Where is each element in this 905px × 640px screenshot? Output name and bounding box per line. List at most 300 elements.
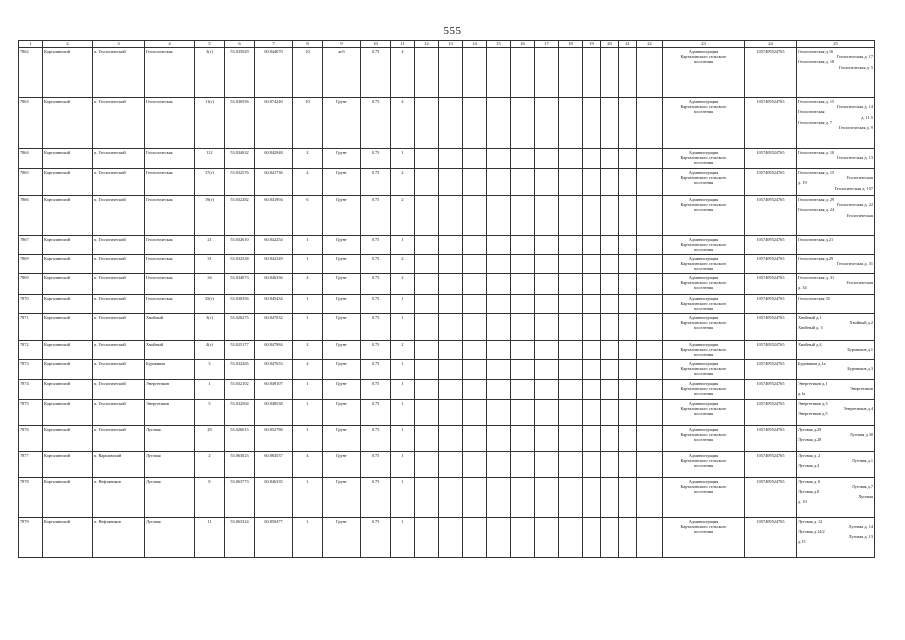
empty-cell: [535, 399, 559, 425]
row-id-cell: 7876: [19, 425, 43, 451]
empty-cell: [601, 274, 619, 295]
empty-cell: [415, 48, 439, 98]
quantity-cell: 4: [391, 98, 415, 149]
quantity-cell: 2: [391, 196, 415, 236]
owner-line: Администрация: [688, 99, 719, 104]
settlement-cell: п. Геологический: [93, 399, 145, 425]
empty-cell: [487, 255, 511, 274]
volume-cell: 0.75: [361, 255, 391, 274]
settlement-cell: п. Геологический: [93, 340, 145, 359]
empty-cell: [619, 196, 637, 236]
district-cell: Карталинский: [43, 274, 93, 295]
table-row: [19, 236, 875, 255]
district-cell: Карталинский: [43, 399, 93, 425]
row-id-cell: 7862: [19, 48, 43, 98]
served-address-line: Геологическая д. 5: [838, 64, 873, 70]
served-address-line: Буровиков д.3: [847, 365, 873, 371]
surface-cell: Грунт: [323, 295, 361, 314]
table-row: [19, 274, 875, 295]
empty-cell: [463, 379, 487, 399]
column-number-cell: 16: [511, 41, 535, 48]
served-address-line: Энергетиков д.3: [798, 400, 828, 406]
column-number-cell: 8: [293, 41, 323, 48]
served-address-line: Луговая д. 13: [848, 534, 873, 540]
empty-cell: [511, 451, 535, 477]
owner-cell: [663, 313, 745, 340]
settlement-cell: п. Геологический: [93, 274, 145, 295]
owner-line: Карталинского сельского: [680, 175, 727, 181]
longitude-cell: 60.841894: [255, 196, 293, 236]
served-addresses-cell: [797, 295, 875, 314]
ogrn-cell: 1057409524765: [745, 477, 797, 517]
owner-line: поселения: [693, 391, 714, 397]
empty-cell: [601, 169, 619, 196]
longitude-cell: 60.844670: [255, 48, 293, 98]
empty-cell: [535, 379, 559, 399]
empty-cell: [511, 149, 535, 169]
empty-cell: [415, 169, 439, 196]
served-address-line: Энергетиков д.4: [843, 405, 873, 411]
owner-line: Карталинского сельского: [680, 346, 727, 352]
volume-cell: 0.75: [361, 451, 391, 477]
latitude-cell: 53.063773: [225, 477, 255, 517]
empty-cell: [583, 451, 601, 477]
row-id-cell: 7866: [19, 196, 43, 236]
empty-cell: [439, 149, 463, 169]
owner-cell: [663, 379, 745, 399]
owner-line: поселения: [693, 207, 714, 213]
district-cell: Карталинский: [43, 149, 93, 169]
empty-cell: [487, 359, 511, 379]
empty-cell: [415, 379, 439, 399]
served-addresses-cell: [797, 517, 875, 557]
ogrn-cell: 1057409524765: [745, 517, 797, 557]
served-address-line: Геологическая д. 7: [798, 119, 833, 125]
empty-cell: [601, 399, 619, 425]
served-addresses-cell: [797, 236, 875, 255]
column-number-cell: 10: [361, 41, 391, 48]
house-cell: 4(г): [195, 340, 225, 359]
surface-cell: Грунт: [323, 169, 361, 196]
latitude-cell: 53.032265: [225, 359, 255, 379]
owner-cell: [663, 477, 745, 517]
empty-cell: [463, 274, 487, 295]
register-table-container: [18, 40, 873, 560]
served-address-line: Энергетиков: [849, 385, 873, 391]
surface-cell: Грунт: [323, 340, 361, 359]
ogrn-cell: 1057409524765: [745, 451, 797, 477]
empty-cell: [601, 196, 619, 236]
surface-cell: Грунт: [323, 236, 361, 255]
owner-line: поселения: [693, 59, 714, 65]
street-cell: Буровиков: [145, 359, 195, 379]
volume-cell: 0.75: [361, 169, 391, 196]
volume-cell: 0.75: [361, 149, 391, 169]
settlement-cell: п. Геологический: [93, 379, 145, 399]
latitude-cell: 53.026275: [225, 313, 255, 340]
empty-cell: [601, 359, 619, 379]
street-cell: Луговая: [145, 451, 195, 477]
row-id-cell: 7874: [19, 379, 43, 399]
owner-line: поселения: [693, 371, 714, 377]
empty-cell: [559, 196, 583, 236]
served-address-line: Геологическая д. 15: [798, 170, 835, 175]
owner-line: Администрация: [688, 518, 719, 524]
empty-cell: [415, 517, 439, 557]
served-address-line: Геологическая д. 10: [798, 150, 835, 155]
table-row: [19, 255, 875, 274]
quantity-cell: 2: [391, 274, 415, 295]
empty-cell: [583, 196, 601, 236]
empty-cell: [535, 236, 559, 255]
empty-cell: [463, 477, 487, 517]
container-count-cell: 2: [293, 340, 323, 359]
empty-cell: [535, 451, 559, 477]
empty-cell: [559, 517, 583, 557]
column-number-cell: 13: [439, 41, 463, 48]
served-address-line: Геологическая д. 14: [836, 104, 873, 110]
owner-line: Администрация: [688, 426, 719, 432]
empty-cell: [637, 274, 663, 295]
column-number-cell: 7: [255, 41, 293, 48]
latitude-cell: 53.034632: [225, 149, 255, 169]
served-address-line: Геологическая д. 29: [798, 197, 835, 202]
quantity-cell: 1: [391, 425, 415, 451]
column-number-cell: 11: [391, 41, 415, 48]
settlement-cell: п. Геологический: [93, 236, 145, 255]
house-cell: 34: [195, 274, 225, 295]
owner-line: Администрация: [688, 380, 719, 386]
empty-cell: [463, 340, 487, 359]
served-address-line: Луговая д.7: [851, 483, 873, 489]
empty-cell: [463, 399, 487, 425]
empty-cell: [511, 477, 535, 517]
column-number-cell: 24: [745, 41, 797, 48]
served-address-line: Геологическая д.21: [798, 237, 834, 242]
empty-cell: [535, 149, 559, 169]
street-cell: Геологическая: [145, 169, 195, 196]
ogrn-cell: 1057409524765: [745, 169, 797, 196]
empty-cell: [463, 169, 487, 196]
ogrn-cell: 1057409524765: [745, 379, 797, 399]
empty-cell: [439, 477, 463, 517]
row-id-cell: 7871: [19, 313, 43, 340]
ogrn-cell: 1057409524765: [745, 255, 797, 274]
street-cell: Геологическая: [145, 255, 195, 274]
empty-cell: [559, 313, 583, 340]
empty-cell: [439, 340, 463, 359]
empty-cell: [463, 196, 487, 236]
owner-line: поселения: [693, 266, 714, 272]
empty-cell: [487, 340, 511, 359]
served-addresses-cell: [797, 48, 875, 98]
empty-cell: [415, 98, 439, 149]
empty-cell: [637, 98, 663, 149]
empty-cell: [601, 98, 619, 149]
settlement-cell: п. Геологический: [93, 425, 145, 451]
empty-cell: [439, 169, 463, 196]
served-addresses-cell: [797, 196, 875, 236]
owner-cell: [663, 295, 745, 314]
empty-cell: [619, 359, 637, 379]
owner-cell: [663, 169, 745, 196]
column-number-cell: 9: [323, 41, 361, 48]
ogrn-cell: 1057409524765: [745, 98, 797, 149]
street-cell: Луговая: [145, 517, 195, 557]
empty-cell: [559, 274, 583, 295]
table-row: [19, 295, 875, 314]
empty-cell: [439, 98, 463, 149]
quantity-cell: 1: [391, 149, 415, 169]
ogrn-cell: 1057409524765: [745, 196, 797, 236]
quantity-cell: 1: [391, 295, 415, 314]
empty-cell: [415, 196, 439, 236]
owner-line: Администрация: [688, 296, 719, 301]
house-cell: 19(г): [195, 196, 225, 236]
served-address-line: Хвойный д.1: [798, 314, 822, 320]
owner-line: поселения: [693, 109, 714, 115]
column-number-cell: 17: [535, 41, 559, 48]
empty-cell: [619, 517, 637, 557]
owner-line: Карталинского сельского: [680, 54, 727, 60]
empty-cell: [583, 169, 601, 196]
empty-cell: [637, 149, 663, 169]
container-count-cell: 4: [293, 169, 323, 196]
surface-cell: Грунт: [323, 98, 361, 149]
volume-cell: 0.75: [361, 359, 391, 379]
container-count-cell: 1: [293, 477, 323, 517]
empty-cell: [559, 399, 583, 425]
empty-cell: [511, 48, 535, 98]
empty-cell: [619, 313, 637, 340]
settlement-cell: п. Нефтяников: [93, 517, 145, 557]
street-cell: Геологическая: [145, 295, 195, 314]
table-row: [19, 98, 875, 149]
empty-cell: [415, 477, 439, 517]
served-address-line: Геологическая: [798, 109, 825, 115]
served-addresses-cell: [797, 477, 875, 517]
empty-cell: [463, 236, 487, 255]
empty-cell: [439, 236, 463, 255]
served-address-line: Геологическая д. 18: [798, 59, 835, 65]
empty-cell: [637, 340, 663, 359]
volume-cell: 0.75: [361, 399, 391, 425]
empty-cell: [619, 451, 637, 477]
served-address-line: Луговая д.29: [798, 426, 822, 432]
district-cell: Карталинский: [43, 477, 93, 517]
served-address-line: Луговая д.30: [849, 431, 873, 437]
settlement-cell: п. Геологический: [93, 169, 145, 196]
empty-cell: [439, 274, 463, 295]
quantity-cell: 1: [391, 379, 415, 399]
empty-cell: [619, 425, 637, 451]
served-address-line: Геологическая д.29: [798, 256, 834, 261]
ogrn-cell: 1057409524765: [745, 359, 797, 379]
quantity-cell: 1: [391, 313, 415, 340]
longitude-cell: 60.845434: [255, 295, 293, 314]
empty-cell: [637, 379, 663, 399]
empty-cell: [601, 48, 619, 98]
empty-cell: [511, 169, 535, 196]
container-count-cell: 1: [293, 399, 323, 425]
house-cell: 3: [195, 359, 225, 379]
empty-cell: [619, 379, 637, 399]
table-row: [19, 451, 875, 477]
district-cell: Карталинский: [43, 295, 93, 314]
district-cell: Карталинский: [43, 236, 93, 255]
latitude-cell: 53.032564: [225, 399, 255, 425]
served-address-line: Буровиков д.1: [847, 346, 873, 352]
district-cell: Карталинский: [43, 425, 93, 451]
served-address-line: Геологическая д. 22: [836, 202, 873, 208]
empty-cell: [601, 517, 619, 557]
empty-cell: [601, 340, 619, 359]
row-id-cell: 7870: [19, 295, 43, 314]
empty-cell: [511, 359, 535, 379]
empty-cell: [637, 169, 663, 196]
empty-cell: [559, 149, 583, 169]
empty-cell: [439, 196, 463, 236]
served-address-line: Луговая: [858, 494, 873, 500]
owner-line: Карталинского сельского: [680, 365, 727, 371]
container-count-cell: 1: [293, 425, 323, 451]
empty-cell: [619, 255, 637, 274]
empty-cell: [463, 48, 487, 98]
empty-cell: [511, 340, 535, 359]
latitude-cell: 53.030356: [225, 295, 255, 314]
served-address-line: Геологическая д.16: [798, 49, 834, 54]
owner-line: Карталинского сельского: [680, 405, 727, 411]
empty-cell: [601, 477, 619, 517]
row-id-cell: 7878: [19, 477, 43, 517]
empty-cell: [637, 255, 663, 274]
owner-line: Администрация: [688, 237, 719, 242]
longitude-cell: 60.842349: [255, 255, 293, 274]
owner-line: поселения: [693, 285, 714, 291]
ogrn-cell: 1057409524765: [745, 274, 797, 295]
empty-cell: [487, 48, 511, 98]
owner-cell: [663, 196, 745, 236]
settlement-cell: п. Геологический: [93, 313, 145, 340]
container-count-cell: 4: [293, 451, 323, 477]
column-number-cell: 2: [43, 41, 93, 48]
served-addresses-cell: [797, 149, 875, 169]
served-address-line: Луговая д.4: [798, 463, 820, 469]
owner-cell: [663, 425, 745, 451]
empty-cell: [535, 425, 559, 451]
owner-line: Администрация: [688, 150, 719, 155]
ogrn-cell: 1057409524765: [745, 425, 797, 451]
empty-cell: [415, 359, 439, 379]
served-address-line: Геологическая 35: [798, 296, 830, 301]
surface-cell: Грунт: [323, 274, 361, 295]
empty-cell: [511, 313, 535, 340]
volume-cell: 0.75: [361, 196, 391, 236]
served-address-line: Геологическая д. 9: [838, 125, 873, 131]
latitude-cell: 53.063324: [225, 517, 255, 557]
empty-cell: [535, 295, 559, 314]
street-cell: Геологическая: [145, 236, 195, 255]
table-row: [19, 517, 875, 557]
empty-cell: [559, 295, 583, 314]
street-cell: Энергетиков: [145, 379, 195, 399]
district-cell: Карталинский: [43, 359, 93, 379]
empty-cell: [559, 48, 583, 98]
settlement-cell: п. Варшавский: [93, 451, 145, 477]
settlement-cell: п. Геологический: [93, 149, 145, 169]
owner-line: Карталинского сельского: [680, 319, 727, 325]
served-addresses-cell: [797, 379, 875, 399]
column-number-cell: 22: [637, 41, 663, 48]
empty-cell: [439, 379, 463, 399]
table-row: [19, 196, 875, 236]
empty-cell: [619, 274, 637, 295]
empty-cell: [637, 425, 663, 451]
longitude-cell: 60.874240: [255, 98, 293, 149]
quantity-cell: 2: [391, 169, 415, 196]
district-cell: Карталинский: [43, 451, 93, 477]
empty-cell: [583, 255, 601, 274]
empty-cell: [463, 313, 487, 340]
volume-cell: 0.75: [361, 379, 391, 399]
owner-line: поселения: [693, 306, 714, 312]
quantity-cell: 1: [391, 517, 415, 557]
volume-cell: 0.75: [361, 295, 391, 314]
empty-cell: [487, 379, 511, 399]
empty-cell: [439, 295, 463, 314]
surface-cell: Грунт: [323, 255, 361, 274]
row-id-cell: 7867: [19, 236, 43, 255]
served-address-line: Луговая д.1: [851, 457, 873, 463]
empty-cell: [583, 399, 601, 425]
volume-cell: 0.75: [361, 313, 391, 340]
volume-cell: 0.75: [361, 98, 391, 149]
empty-cell: [601, 451, 619, 477]
served-addresses-cell: [797, 98, 875, 149]
longitude-cell: 60.847984: [255, 340, 293, 359]
house-cell: 1: [195, 379, 225, 399]
column-number-cell: 12: [415, 41, 439, 48]
container-count-cell: 2: [293, 149, 323, 169]
served-address-line: Геологическая д. 31: [798, 275, 835, 280]
house-cell: 8: [195, 477, 225, 517]
empty-cell: [559, 340, 583, 359]
empty-cell: [487, 196, 511, 236]
served-address-line: Геологическая д. 17: [836, 54, 873, 60]
empty-cell: [559, 425, 583, 451]
served-address-line: Хвойный д. 3: [798, 325, 823, 331]
empty-cell: [619, 149, 637, 169]
empty-cell: [487, 451, 511, 477]
empty-cell: [511, 379, 535, 399]
volume-cell: 0.75: [361, 274, 391, 295]
latitude-cell: 53.036556: [225, 98, 255, 149]
served-address-line: Геологическая: [846, 280, 873, 286]
owner-line: Карталинского сельского: [680, 202, 727, 208]
empty-cell: [559, 236, 583, 255]
empty-cell: [583, 359, 601, 379]
surface-cell: Грунт: [323, 313, 361, 340]
empty-cell: [619, 340, 637, 359]
empty-cell: [511, 255, 535, 274]
empty-cell: [439, 255, 463, 274]
table-row: [19, 359, 875, 379]
longitude-cell: 60.846336: [255, 274, 293, 295]
empty-cell: [637, 517, 663, 557]
owner-line: Администрация: [688, 452, 719, 458]
owner-line: Карталинского сельского: [680, 104, 727, 110]
owner-cell: [663, 255, 745, 274]
